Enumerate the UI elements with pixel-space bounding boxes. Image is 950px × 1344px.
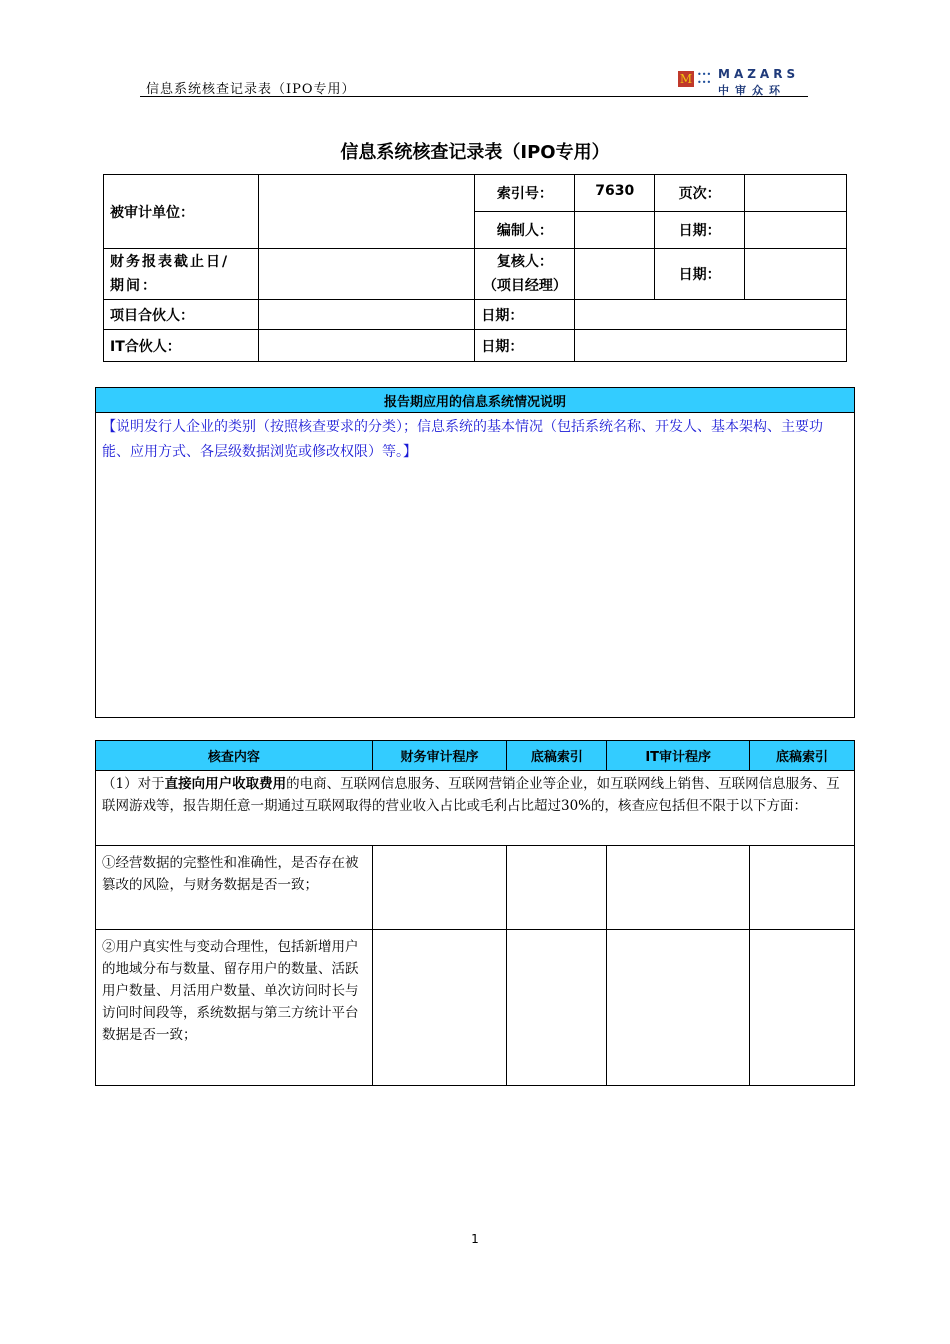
preparer-field[interactable] bbox=[575, 212, 655, 249]
audited-entity-field[interactable] bbox=[258, 175, 475, 249]
col-header-workpaper-index-1: 底稿索引 bbox=[507, 741, 607, 771]
report-date-label bbox=[104, 249, 259, 300]
project-partner-date-field[interactable] bbox=[575, 300, 847, 330]
reviewer-date-field[interactable] bbox=[745, 249, 847, 300]
item2-index-field[interactable] bbox=[507, 930, 607, 1086]
index-value[interactable]: 7630 bbox=[575, 175, 655, 212]
preparer-label: 编制人： bbox=[475, 212, 575, 249]
report-date-field[interactable] bbox=[258, 249, 475, 300]
col-header-check-content: 核查内容 bbox=[96, 741, 373, 771]
report-date-label-line2: 期间： bbox=[110, 278, 158, 294]
item2-it-procedure-field[interactable] bbox=[607, 930, 750, 1086]
item1-financial-procedure-field[interactable] bbox=[372, 846, 507, 930]
it-partner-field[interactable] bbox=[258, 330, 475, 362]
running-header-title: 信息系统核查记录表（IPO专用） bbox=[146, 82, 356, 97]
page-number: 1 bbox=[471, 1232, 479, 1246]
document-title: 信息系统核查记录表（IPO专用） bbox=[340, 142, 610, 163]
reviewer-label-line1: 复核人： bbox=[496, 254, 553, 270]
item1-it-procedure-field[interactable] bbox=[607, 846, 750, 930]
mazars-logo bbox=[678, 67, 808, 97]
logo-chinese: 中审众环 bbox=[718, 84, 786, 97]
system-description-field[interactable]: 【说明发行人企业的类别（按照核查要求的分类）；信息系统的基本情况（包括系统名称、开发人、基本架构、主要功能、应用方式、各层级数据浏览或修改权限）等。】 bbox=[96, 413, 855, 718]
logo-wordmark: MAZARS bbox=[718, 67, 800, 81]
section1-suffix: 的电商、互联网信息服务、互联网营销企业等企业，如互联网线上销售、互联网信息服务、互联网游戏等，报告期任意一期通过互联网取得的营业收入占比或毛利占比超过30%的，核查应包括但不限于以下方面： bbox=[102, 776, 840, 814]
project-partner-label: 项目合伙人： bbox=[104, 300, 259, 330]
reviewer-label bbox=[475, 249, 575, 300]
logo-m-icon: M bbox=[679, 72, 693, 86]
reviewer-label-line2: （项目经理） bbox=[482, 278, 567, 294]
system-description-header: 报告期应用的信息系统情况说明 bbox=[96, 388, 855, 413]
header-rule bbox=[140, 96, 808, 97]
item2-it-index-field[interactable] bbox=[750, 930, 855, 1086]
page-field[interactable] bbox=[745, 175, 847, 212]
preparer-date-field[interactable] bbox=[745, 212, 847, 249]
it-partner-label: IT合伙人： bbox=[104, 330, 259, 362]
project-partner-field[interactable] bbox=[258, 300, 475, 330]
it-partner-date-field[interactable] bbox=[575, 330, 847, 362]
check-item-1: ①经营数据的完整性和准确性，是否存在被篡改的风险，与财务数据是否一致； bbox=[96, 846, 373, 930]
system-description-table bbox=[95, 387, 855, 718]
col-header-financial-procedure: 财务审计程序 bbox=[372, 741, 507, 771]
audited-entity-label: 被审计单位： bbox=[104, 175, 259, 249]
info-table bbox=[103, 174, 847, 362]
col-header-it-procedure: IT审计程序 bbox=[607, 741, 750, 771]
section1-description bbox=[96, 771, 855, 846]
report-date-label-line1: 财务报表截止日/ bbox=[110, 254, 230, 270]
section1-prefix: （1）对于 bbox=[102, 776, 165, 792]
check-table bbox=[95, 740, 855, 1086]
section1-bold: 直接向用户收取费用 bbox=[164, 776, 287, 792]
page-label: 页次： bbox=[655, 175, 745, 212]
item1-it-index-field[interactable] bbox=[750, 846, 855, 930]
reviewer-field[interactable] bbox=[575, 249, 655, 300]
index-label: 索引号： bbox=[475, 175, 575, 212]
logo-dots-icon: ••• ••• bbox=[697, 70, 712, 87]
it-partner-date-label: 日期： bbox=[475, 330, 575, 362]
project-partner-date-label: 日期： bbox=[475, 300, 575, 330]
reviewer-date-label: 日期： bbox=[655, 249, 745, 300]
col-header-workpaper-index-2: 底稿索引 bbox=[750, 741, 855, 771]
preparer-date-label: 日期： bbox=[655, 212, 745, 249]
check-item-2: ②用户真实性与变动合理性，包括新增用户的地域分布与数量、留存用户的数量、活跃用户数量、月活用户数量、单次访问时长与访问时间段等，系统数据与第三方统计平台数据是否一致； bbox=[96, 930, 373, 1086]
item2-financial-procedure-field[interactable] bbox=[372, 930, 507, 1086]
item1-index-field[interactable] bbox=[507, 846, 607, 930]
